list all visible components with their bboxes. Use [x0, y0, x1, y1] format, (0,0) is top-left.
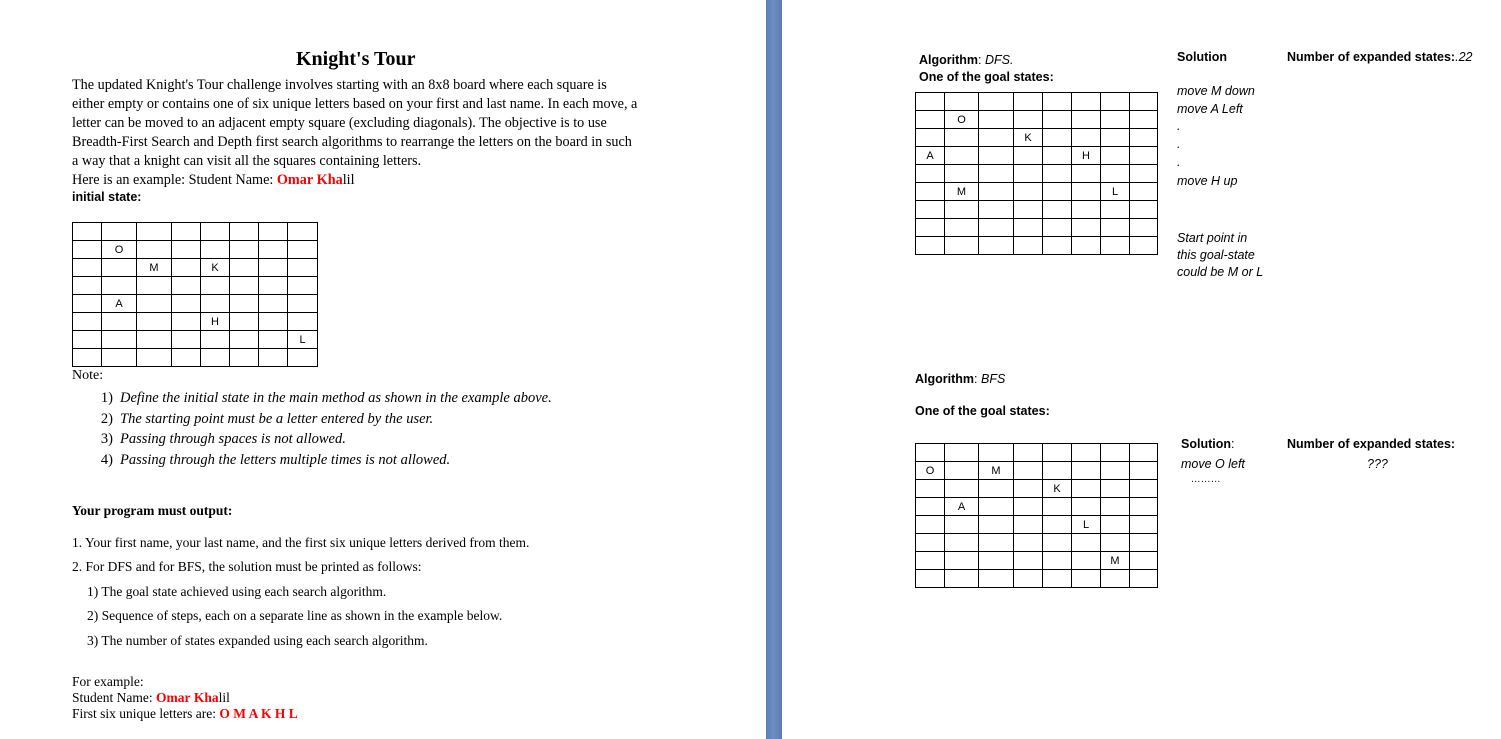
board-cell: [1014, 111, 1043, 129]
board-cell: [201, 331, 230, 349]
board-cell: [1072, 201, 1101, 219]
board-cell: [1043, 201, 1072, 219]
note-item: 3) Passing through spaces is not allowed.: [100, 431, 346, 448]
board-cell: [172, 223, 201, 241]
board-cell: [137, 349, 172, 367]
board-cell: [979, 534, 1014, 552]
board-cell: [1130, 462, 1158, 480]
board-cell: [1130, 444, 1158, 462]
board-cell: [1072, 111, 1101, 129]
board-cell: [916, 129, 945, 147]
dfs-start-note: could be M or L: [1177, 265, 1264, 279]
board-cell-letter: A: [945, 498, 979, 516]
board-cell: [1072, 534, 1101, 552]
board-cell-letter: H: [201, 313, 230, 331]
board-cell: [979, 147, 1014, 165]
board-cell: [1101, 534, 1130, 552]
board-cell: [945, 93, 979, 111]
board-row: [916, 219, 1158, 237]
board-cell: [73, 259, 102, 277]
board-cell-letter: L: [288, 331, 318, 349]
board-cell: [1014, 219, 1043, 237]
board-cell: [73, 277, 102, 295]
board-cell-letter: M: [1101, 552, 1130, 570]
board-cell: [1043, 552, 1072, 570]
bfs-goal-label: One of the goal states:: [915, 404, 1050, 418]
board-cell-letter: A: [102, 295, 137, 313]
board-cell: [172, 277, 201, 295]
board-row: [916, 237, 1158, 255]
board-cell: [1014, 480, 1043, 498]
dfs-goal-label: One of the goal states:: [919, 70, 1054, 84]
board-cell: [73, 349, 102, 367]
board-cell: [1072, 165, 1101, 183]
board-cell: [1101, 444, 1130, 462]
board-cell: [102, 331, 137, 349]
board-cell: [1014, 201, 1043, 219]
initial-state-board: [72, 222, 318, 367]
example-first-six: First six unique letters are: O M A K H L: [72, 706, 298, 721]
board-cell: [1043, 498, 1072, 516]
board-cell: [1101, 462, 1130, 480]
board-cell: [1014, 165, 1043, 183]
board-cell: [137, 223, 172, 241]
board-cell: [979, 498, 1014, 516]
intro-line: either empty or contains one of six unique letters based on your first and last name. In each move, a: [72, 96, 638, 112]
dfs-algorithm-line: Algorithm: DFS.: [919, 53, 1014, 67]
board-cell-letter: L: [1072, 516, 1101, 534]
board-cell: [172, 349, 201, 367]
board-cell: [1043, 93, 1072, 111]
board-cell: [916, 111, 945, 129]
board-row: [916, 498, 1158, 516]
example-student-name: Student Name: Omar Khalil: [72, 690, 230, 705]
board-row: [916, 570, 1158, 588]
board-row: [73, 223, 318, 241]
board-cell: [1014, 147, 1043, 165]
board-cell: [102, 277, 137, 295]
board-cell: [979, 219, 1014, 237]
board-cell: [916, 444, 945, 462]
board-cell: [259, 295, 288, 313]
board-cell: [201, 241, 230, 259]
note-item: 2) The starting point must be a letter entered by the user.: [100, 410, 434, 427]
board-cell: [1101, 111, 1130, 129]
board-cell: [288, 259, 318, 277]
board-cell: [288, 295, 318, 313]
board-cell: [230, 295, 259, 313]
board-cell: [1130, 237, 1158, 255]
dfs-step: move H up: [1177, 174, 1238, 188]
intro-line: letter can be moved to an adjacent empty square (excluding diagonals). The objective is to use: [72, 115, 607, 131]
board-cell: [945, 219, 979, 237]
note-item: 1) Define the initial state in the main method as shown in the example above.: [100, 390, 552, 406]
board-cell: [1014, 462, 1043, 480]
board-cell: [1130, 111, 1158, 129]
board-cell: [230, 331, 259, 349]
board-cell: [1101, 237, 1130, 255]
board-cell: [1072, 183, 1101, 201]
dfs-solution-label: Solution: [1177, 50, 1227, 64]
board-cell: [137, 241, 172, 259]
output-item: 1. Your first name, your last name, and the first six unique letters derived from them.: [72, 535, 530, 550]
board-cell: [259, 331, 288, 349]
board-cell: [979, 201, 1014, 219]
dfs-step: .: [1177, 155, 1181, 169]
board-cell-letter: L: [1101, 183, 1130, 201]
board-cell: [979, 480, 1014, 498]
intro-paragraph: [72, 76, 652, 190]
board-cell: [137, 313, 172, 331]
board-cell: [1101, 219, 1130, 237]
board-cell: [1072, 237, 1101, 255]
bfs-step: ………: [1191, 474, 1221, 485]
board-cell: [259, 223, 288, 241]
board-cell: [172, 331, 201, 349]
board-cell: [1101, 498, 1130, 516]
board-cell-letter: K: [201, 259, 230, 277]
bfs-step: move O left: [1181, 457, 1245, 471]
board-cell: [1130, 219, 1158, 237]
board-cell: [102, 313, 137, 331]
board-cell: [1072, 552, 1101, 570]
page-title: Knight's Tour: [296, 48, 416, 70]
note-item: 4) Passing through the letters multiple times is not allowed.: [100, 452, 451, 469]
board-cell-letter: H: [1072, 147, 1101, 165]
board-cell: [916, 480, 945, 498]
board-row: [916, 93, 1158, 111]
bfs-algorithm-line: Algorithm: BFS: [915, 372, 1006, 386]
board-cell: [916, 516, 945, 534]
board-cell: [259, 241, 288, 259]
board-cell: [230, 259, 259, 277]
dfs-start-note: Start point in: [1177, 231, 1248, 245]
board-cell: [1130, 552, 1158, 570]
dfs-step: move A Left: [1177, 102, 1243, 116]
board-cell-letter: K: [1043, 480, 1072, 498]
board-cell: [1014, 237, 1043, 255]
board-cell: [201, 349, 230, 367]
board-cell: [916, 498, 945, 516]
board-cell: [945, 570, 979, 588]
board-row: [73, 331, 318, 349]
board-cell: [1014, 444, 1043, 462]
board-cell: [1014, 534, 1043, 552]
board-cell: [1072, 129, 1101, 147]
board-cell: [1043, 219, 1072, 237]
board-cell: [73, 223, 102, 241]
initial-state-label: initial state:: [72, 190, 142, 204]
board-cell: [979, 129, 1014, 147]
dfs-step: .: [1177, 137, 1181, 151]
board-cell: [1014, 570, 1043, 588]
board-cell-letter: O: [945, 111, 979, 129]
board-cell: [1101, 129, 1130, 147]
board-row: [916, 129, 1158, 147]
board-cell: [979, 516, 1014, 534]
board-cell: [1072, 444, 1101, 462]
board-cell: [916, 552, 945, 570]
board-cell: [1014, 498, 1043, 516]
board-row: [916, 516, 1158, 534]
board-cell: [1130, 570, 1158, 588]
board-cell: [916, 93, 945, 111]
board-cell: [916, 237, 945, 255]
board-cell: [288, 277, 318, 295]
board-cell: [945, 552, 979, 570]
board-cell: [230, 241, 259, 259]
board-cell: [201, 223, 230, 241]
student-first-name: Omar: [276, 172, 314, 188]
board-cell: [1101, 147, 1130, 165]
bfs-solution-label: Solution:: [1181, 437, 1235, 451]
board-cell: [1043, 462, 1072, 480]
board-cell: [945, 480, 979, 498]
for-example-label: For example:: [72, 674, 144, 689]
student-last-name-red: Kha: [316, 172, 343, 188]
board-cell: [945, 534, 979, 552]
dfs-goal-board: [915, 92, 1158, 255]
board-cell: [288, 313, 318, 331]
board-cell: [102, 259, 137, 277]
board-cell: [230, 349, 259, 367]
board-cell: [1043, 534, 1072, 552]
board-cell: [945, 444, 979, 462]
board-row: [916, 534, 1158, 552]
board-cell: [916, 534, 945, 552]
board-cell: [945, 147, 979, 165]
board-cell: [288, 223, 318, 241]
board-cell: [945, 129, 979, 147]
board-row: [916, 111, 1158, 129]
board-cell: [945, 201, 979, 219]
output-subitem: 1) The goal state achieved using each search algorithm.: [87, 584, 387, 599]
example-prefix: Here is an example: Student Name:: [72, 172, 277, 188]
output-subitem: 3) The number of states expanded using each search algorithm.: [87, 633, 428, 648]
board-cell: [1043, 129, 1072, 147]
board-cell: [1130, 498, 1158, 516]
board-cell: [259, 259, 288, 277]
board-cell: [73, 331, 102, 349]
board-cell: [102, 349, 137, 367]
board-cell: [137, 331, 172, 349]
board-cell: [1043, 516, 1072, 534]
dfs-step: .: [1177, 119, 1181, 133]
note-label: Note:: [72, 368, 104, 383]
board-cell: [979, 93, 1014, 111]
board-cell-letter: O: [916, 462, 945, 480]
board-cell: [1130, 147, 1158, 165]
board-cell: [137, 277, 172, 295]
board-cell: [1101, 516, 1130, 534]
bfs-expanded-label: Number of expanded states:: [1287, 437, 1456, 451]
board-cell: [230, 277, 259, 295]
board-cell: [137, 295, 172, 313]
board-cell: [288, 349, 318, 367]
board-cell: [916, 219, 945, 237]
board-cell: [916, 183, 945, 201]
board-cell: [1043, 183, 1072, 201]
board-cell: [73, 241, 102, 259]
board-cell: [1130, 129, 1158, 147]
board-cell: [1130, 93, 1158, 111]
intro-line: The updated Knight's Tour challenge involves starting with an 8x8 board where each square is: [72, 77, 607, 93]
board-cell-letter: A: [916, 147, 945, 165]
board-cell: [259, 313, 288, 331]
board-row: [73, 241, 318, 259]
board-row: [73, 349, 318, 367]
board-cell: [1130, 480, 1158, 498]
board-row: [916, 165, 1158, 183]
board-cell: [73, 295, 102, 313]
dfs-start-note: this goal-state: [1177, 248, 1255, 262]
dfs-expanded-states: Number of expanded states:.22: [1287, 50, 1473, 64]
dfs-step: move M down: [1177, 84, 1255, 98]
intro-line: Breadth-First Search and Depth first search algorithms to rearrange the letters on the board in such: [72, 134, 632, 150]
board-cell: [945, 165, 979, 183]
board-cell: [172, 241, 201, 259]
board-cell: [1130, 534, 1158, 552]
board-cell: [916, 165, 945, 183]
board-cell: [230, 313, 259, 331]
student-last-name-rest: lil: [342, 172, 355, 188]
board-cell: [1014, 93, 1043, 111]
board-cell: [73, 313, 102, 331]
board-cell: [1072, 498, 1101, 516]
board-cell: [1101, 570, 1130, 588]
board-row: [916, 480, 1158, 498]
board-cell: [1101, 165, 1130, 183]
board-cell: [945, 516, 979, 534]
board-cell: [201, 277, 230, 295]
board-cell: [172, 295, 201, 313]
board-cell: [916, 570, 945, 588]
output-item: 2. For DFS and for BFS, the solution must be printed as follows:: [72, 559, 422, 574]
board-row: [73, 295, 318, 313]
board-cell-letter: O: [102, 241, 137, 259]
board-cell: [288, 241, 318, 259]
output-subitem: 2) Sequence of steps, each on a separate line as shown in the example below.: [87, 608, 503, 623]
board-cell: [172, 313, 201, 331]
board-cell: [979, 552, 1014, 570]
board-cell: [1130, 183, 1158, 201]
board-row: [73, 259, 318, 277]
example-line: [72, 171, 652, 190]
board-cell: [1014, 516, 1043, 534]
board-cell-letter: M: [137, 259, 172, 277]
board-row: [916, 444, 1158, 462]
board-row: [73, 277, 318, 295]
board-cell: [1101, 480, 1130, 498]
board-cell: [1043, 570, 1072, 588]
board-cell: [1072, 219, 1101, 237]
bfs-goal-board: [915, 443, 1158, 588]
board-cell: [1043, 444, 1072, 462]
board-cell-letter: M: [945, 183, 979, 201]
board-cell: [945, 237, 979, 255]
board-cell: [979, 444, 1014, 462]
board-cell: [1043, 111, 1072, 129]
board-cell: [259, 349, 288, 367]
board-cell: [1014, 552, 1043, 570]
board-cell: [1072, 462, 1101, 480]
board-row: [916, 183, 1158, 201]
notes-list: [72, 388, 552, 471]
board-cell: [979, 111, 1014, 129]
board-row: [916, 201, 1158, 219]
board-cell: [1043, 165, 1072, 183]
board-cell: [1072, 480, 1101, 498]
board-cell: [1130, 165, 1158, 183]
board-cell: [1130, 201, 1158, 219]
board-row: [916, 462, 1158, 480]
bfs-expanded-value: ???: [1367, 457, 1388, 471]
board-cell: [1130, 516, 1158, 534]
board-cell: [979, 570, 1014, 588]
board-cell: [979, 237, 1014, 255]
board-cell: [172, 259, 201, 277]
board-cell: [916, 201, 945, 219]
board-cell: [1072, 93, 1101, 111]
board-cell-letter: K: [1014, 129, 1043, 147]
board-cell: [1101, 201, 1130, 219]
board-cell: [201, 295, 230, 313]
board-row: [916, 552, 1158, 570]
page-gutter: [766, 0, 782, 739]
board-cell: [102, 223, 137, 241]
board-cell: [945, 462, 979, 480]
board-cell-letter: M: [979, 462, 1014, 480]
board-cell: [1101, 93, 1130, 111]
board-row: [916, 147, 1158, 165]
board-cell: [979, 165, 1014, 183]
board-row: [73, 313, 318, 331]
board-cell: [1043, 237, 1072, 255]
intro-line: a way that a knight can visit all the squares containing letters.: [72, 153, 422, 169]
board-cell: [979, 183, 1014, 201]
board-cell: [1072, 570, 1101, 588]
board-cell: [1043, 147, 1072, 165]
board-cell: [1014, 183, 1043, 201]
board-cell: [230, 223, 259, 241]
output-heading: Your program must output:: [72, 503, 233, 518]
board-cell: [259, 277, 288, 295]
